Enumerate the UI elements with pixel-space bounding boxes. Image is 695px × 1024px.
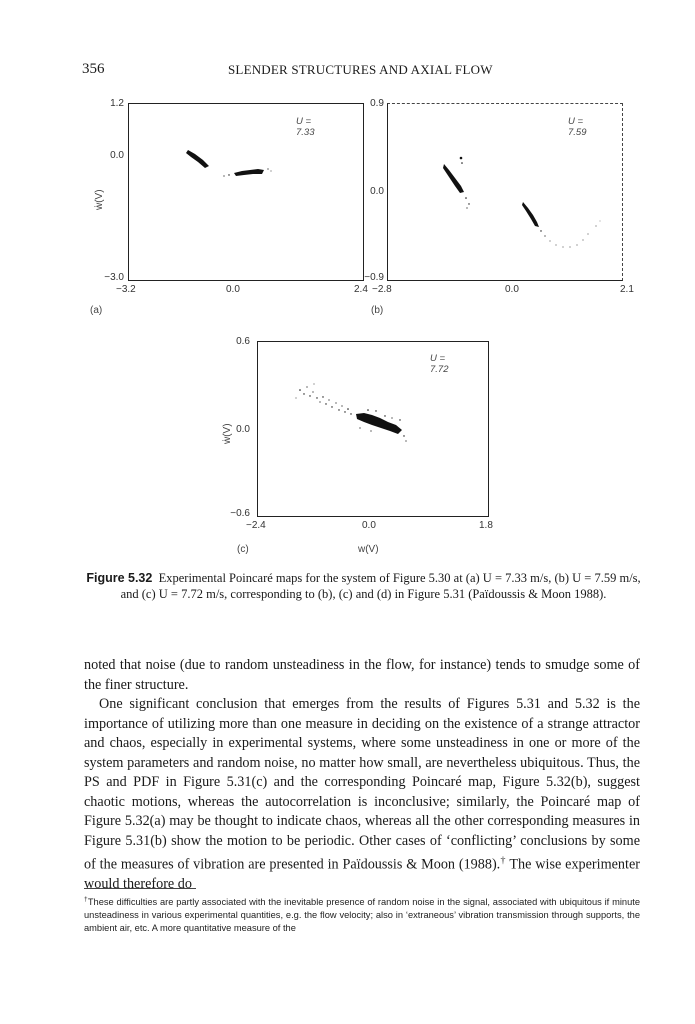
figure-caption-label: Figure 5.32 <box>86 571 153 585</box>
x-tick-b-left: −2.8 <box>372 284 392 295</box>
y-axis-label-c: ẇ(V) <box>222 423 233 444</box>
speed-label-b: U = 7.59 <box>568 116 587 138</box>
y-tick-b-top: 0.9 <box>370 98 384 109</box>
body-paragraph-2-text: One significant conclusion that emerges from the results of Figures 5.31 and 5.32 is the importance of utilizing more than one measure in deciding on the existence of a strange attractor and chaos, especially in experimental systems, where some unsteadiness in one or more of the system parameters and random noise, no matter how small, are nevertheless ubiquitous. Thus, the PS and PDF in Figure 5.31(c) and the corresponding Poincaré map, Figure 5.32(b), suggest chaotic motions, whereas the autocorrelation is inconclusive; similarly, the Poincaré map of Figure 5.32(a) may be thought to indicate chaos, whereas all the other corresponding measures in Figure 5.31(b) show the motion to be periodic. Other cases of ‘conflicting’ conclusions by some of the measures of vibration are presented in Païdoussis & Moon (1988). <box>84 696 640 873</box>
x-tick-b-right: 2.1 <box>620 284 634 295</box>
body-text <box>84 656 640 895</box>
body-paragraph-1: noted that noise (due to random unsteadiness in the flow, for instance) tends to smudge some of the finer structure. <box>84 657 640 693</box>
panel-label-b: (b) <box>371 305 384 316</box>
footnote-rule <box>84 888 196 889</box>
x-tick-c-right: 1.8 <box>479 520 493 531</box>
x-tick-b-mid: 0.0 <box>505 284 519 295</box>
speed-label-a: U = 7.33 <box>296 116 315 138</box>
x-axis-label-c: w(V) <box>358 544 379 555</box>
speed-label-c: U = 7.72 <box>430 353 449 375</box>
body-paragraph-2-tail: The wise experimenter would therefore do <box>84 856 640 893</box>
page-number: 356 <box>82 61 105 77</box>
body-paragraph-2 <box>84 695 640 895</box>
x-tick-a-mid: 0.0 <box>226 284 240 295</box>
footnote-text: These difficulties are partly associated with the inevitable presence of random noise in the signal, associated with ubiquitous if minute unsteadiness in various experimental quantities, e.g. the flow velocity; also in ‘extraneous’ vibration transmission through supports, the ambient air, etc. A more quantitative measure of the <box>84 897 640 934</box>
y-tick-b-bottom: −0.9 <box>364 272 384 283</box>
y-tick-a-top: 1.2 <box>110 98 124 109</box>
figure-caption <box>86 570 641 602</box>
footnote-marker: † <box>84 896 88 903</box>
y-axis-label-a: ẇ(V) <box>94 189 105 210</box>
x-tick-a-left: −3.2 <box>116 284 136 295</box>
figure-caption-text: Experimental Poincaré maps for the system of Figure 5.30 at (a) U = 7.33 m/s, (b) U = 7.59 m/s, and (c) U = 7.72 m/s, corresponding to (b), (c) and (d) in Figure 5.31 (Païdoussis & Moon 1988). <box>120 571 641 601</box>
x-tick-c-left: −2.4 <box>246 520 266 531</box>
footnote-reference: † <box>500 855 506 866</box>
x-tick-c-mid: 0.0 <box>362 520 376 531</box>
panel-label-c: (c) <box>237 544 249 555</box>
panel-label-a: (a) <box>90 305 103 316</box>
y-tick-b-mid: 0.0 <box>370 186 384 197</box>
y-tick-c-bottom: −0.6 <box>230 508 250 519</box>
y-tick-c-mid: 0.0 <box>236 424 250 435</box>
y-tick-c-top: 0.6 <box>236 336 250 347</box>
x-tick-a-right: 2.4 <box>354 284 368 295</box>
y-tick-a-mid: 0.0 <box>110 150 124 161</box>
running-title: SLENDER STRUCTURES AND AXIAL FLOW <box>228 62 493 77</box>
y-tick-a-bottom: −3.0 <box>104 272 124 283</box>
footnote <box>84 893 640 935</box>
